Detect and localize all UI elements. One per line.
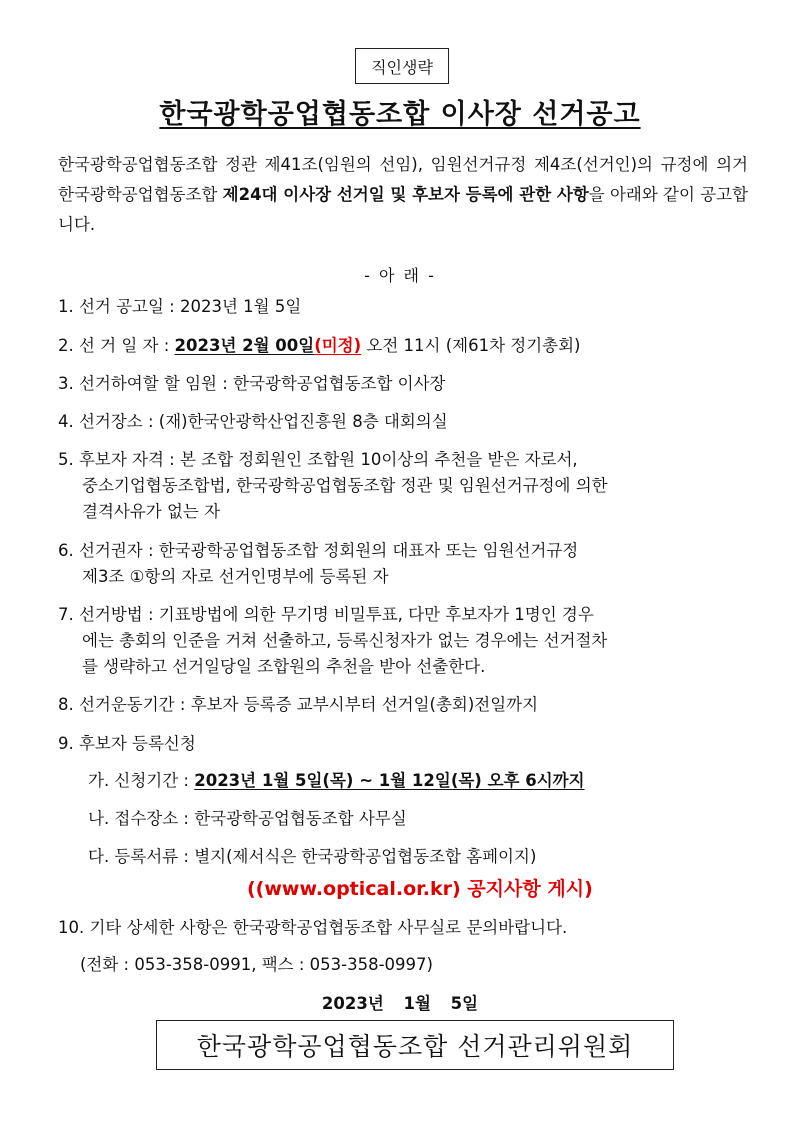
intro-text-1: 한국광학공업협동조합 정관 제41조(임원의 선임), 임원선거규정 제4조(선거인)의 규정에 의거 한국광학공업협동조합 <box>58 155 748 204</box>
item-5-line-2: 중소기업협동조합법, 한국광학공업협동조합 정관 및 임원선거규정에 의한 <box>82 476 608 495</box>
item-10: 10. 기타 상세한 사항은 한국광학공업협동조합 사무실로 문의바랍니다. <box>58 918 568 937</box>
intro-paragraph <box>58 150 748 240</box>
committee-name: 한국광학공업협동조합 선거관리위원회 <box>196 1032 634 1061</box>
item-9-a-prefix: 가. 신청기간 : <box>88 771 195 790</box>
item-7-line-1: 7. 선거방법 : 기표방법에 의한 무기명 비밀투표, 다만 후보자가 1명인 경우 <box>58 605 594 624</box>
item-5-line-1: 5. 후보자 자격 : 본 조합 정회원인 조합원 10이상의 추천을 받은 자로서, <box>58 450 578 469</box>
item-6-line-2: 제3조 ①항의 자로 선거인명부에 등록된 자 <box>82 567 389 586</box>
page-title: 한국광학공업협동조합 이사장 선거공고 <box>159 99 641 130</box>
item-7-line-3: 를 생략하고 선거일당일 조합원의 추천을 받아 선출한다. <box>82 657 486 676</box>
intro-text-2: 을 아래와 같이 공고합니다. <box>58 185 749 234</box>
seal-omitted-box <box>355 48 449 84</box>
item-7-line-2: 에는 총회의 인준을 거쳐 선출하고, 등록신청자가 없는 경우에는 선거절차 <box>82 631 608 650</box>
item-2-suffix: 오전 11시 (제61차 정기총회) <box>361 336 581 355</box>
item-4: 4. 선거장소 : (재)한국안광학산업진흥원 8층 대회의실 <box>58 412 448 431</box>
item-2 <box>58 333 758 359</box>
item-2-prefix: 2. 선 거 일 자 : <box>58 336 175 355</box>
seal-omitted-label: 직인생략 <box>371 57 433 77</box>
intro-bold-text: 제24대 이사장 선거일 및 후보자 등록에 관한 사항 <box>222 185 589 204</box>
item-6 <box>58 538 758 590</box>
homepage-notice: ((www.optical.or.kr) 공지사항 게시) <box>247 878 593 900</box>
application-period: 2023년 1월 5일(목) ~ 1월 12일(목) 오후 6시까지 <box>194 771 585 790</box>
item-5 <box>58 447 758 525</box>
item-8: 8. 선거운동기간 : 후보자 등록증 교부시부터 선거일(총회)전일까지 <box>58 695 539 714</box>
item-6-line-1: 6. 선거권자 : 한국광학공업협동조합 정회원의 대표자 또는 임원선거규정 <box>58 541 579 560</box>
item-1: 1. 선거 공고일 : 2023년 1월 5일 <box>58 297 302 316</box>
item-7 <box>58 602 758 680</box>
item-9-a <box>88 768 585 794</box>
item-3: 3. 선거하여할 할 임원 : 한국광학공업협동조합 이사장 <box>58 374 446 393</box>
contact-info: (전화 : 053-358-0991, 팩스 : 053-358-0997) <box>80 955 433 974</box>
item-9: 9. 후보자 등록신청 <box>58 734 196 753</box>
announcement-date: 2023년 1월 5일 <box>321 994 479 1013</box>
item-9-c: 다. 등록서류 : 별지(제서식은 한국광학공업협동조합 홈페이지) <box>88 847 537 866</box>
item-5-line-3: 결격사유가 없는 자 <box>82 502 221 521</box>
committee-box <box>156 1020 674 1070</box>
item-9-b: 나. 접수장소 : 한국광학공업협동조합 사무실 <box>88 809 407 828</box>
election-date: 2023년 2월 00일 <box>174 336 315 355</box>
tbd-label: (미정) <box>314 336 362 355</box>
section-marker: - 아 래 - <box>364 266 436 285</box>
